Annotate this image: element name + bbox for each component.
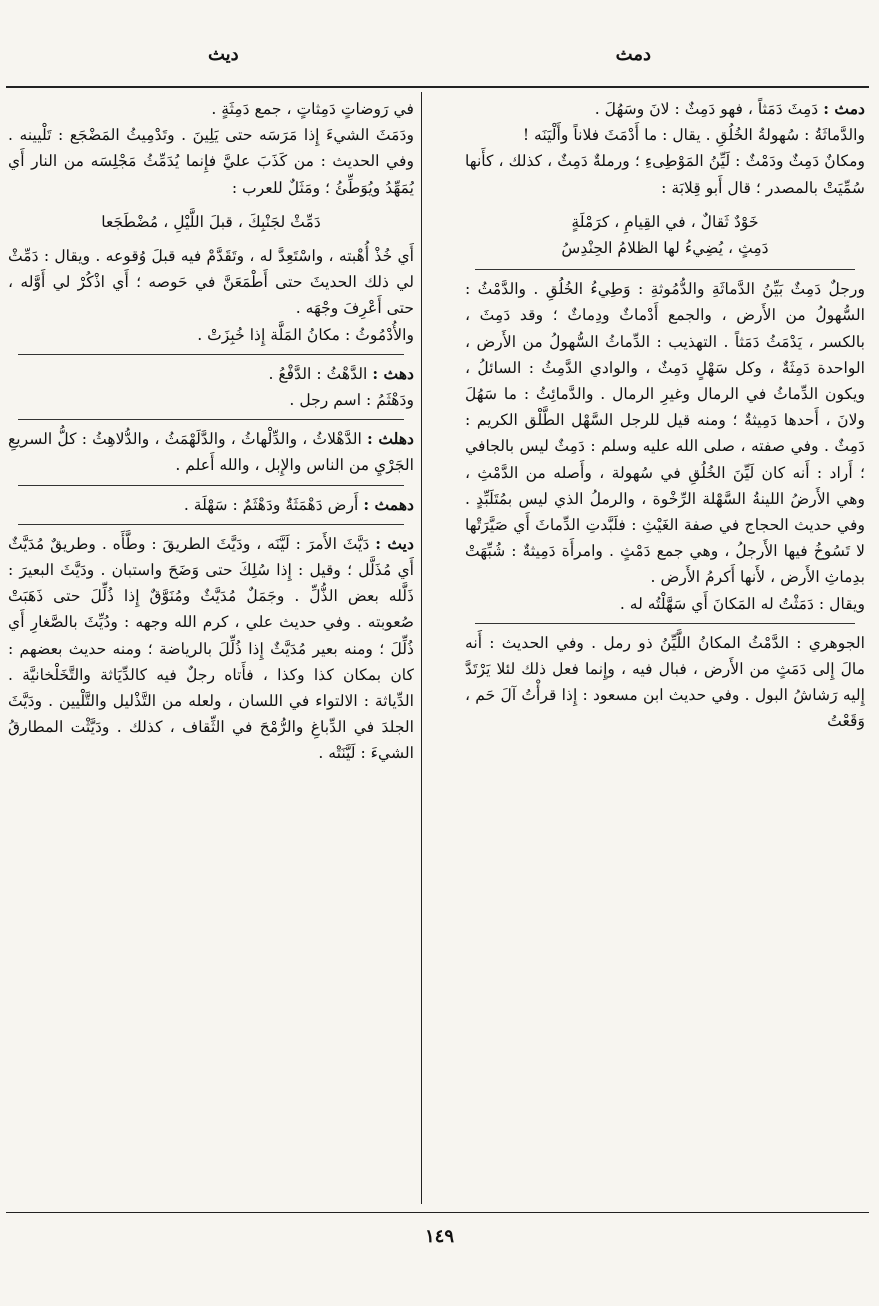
entry-text: ومكانٌ دَمِثٌ ودَمْثٌ : لَيِّنُ المَوْطِىءِ ؛ ورملةٌ دَمِثٌ ، كذلك ، كأَنها سُمِّيَتْ بالمصدر ؛ قال أَبو قِلابَة : xyxy=(465,152,865,197)
entry-text: ودَهْثَمُ : اسم رجل . xyxy=(289,391,414,410)
header-keyword-right: دمث xyxy=(615,44,651,65)
verse-line: دَمِثٍ ، يُضِيءُ لها الظلامُ الحِنْدِسُ xyxy=(561,239,769,258)
entry-paragraph xyxy=(465,276,865,590)
entry-text: أَرض دَهْمَثَةٌ ودَهْثَمٌ : سَهْلَة . xyxy=(183,495,364,514)
entry-text: ورجلٌ دَمِثٌ بَيِّنُ الدَّماثَةِ والدُّمُوثةِ : وَطِيءُ الخُلُقِ . والدَّمْثُ : السُّهولُ من الأَرض ، والجمع أَدْماثٌ ودِماثٌ ؛ وقد دَمِثَ ، بالكسر ، يَدْمَثُ دَمَثاً . التهذيب : الدِّماثُ السُّهولُ من الأَرض ، الواحدة دَمِثَةٌ ، وكل سَهْلٍ دَمِثٌ ، والوادي الدَّمِثُ : السائلُ ، ويكون الدِّماثُ في الرمال وغيرِ الرمال . والدَّمائِثُ : ما سَهُلَ ولانَ ، أَحدها دَمِيثةٌ ؛ ومنه قيل للرجل السَّهْل الطَّلْق الكريم : دَمِثٌ . وفي صفته ، صلى الله عليه وسلم : دَمِثٌ ليس بالجافي ؛ أَراد : أَنه كان لَيِّنَ الخُلُقِ في سُهولة ، وأَصله من الدَّمْثِ ، وهي الأَرضُ اللينةُ السَّهْلة الرِّخْوة ، والرملُ الذي ليس بمُتَلَبِّدٍ . وفي حديث الحجاج في صفة الغَيْثِ : فلَبَّدتِ الدِّماثَ أَي صَيَّرَتْها لا تَسُوخُ فيها الأَرجلُ ، وهي جمع دَمْثٍ . وامرأَة دَمِيثةٌ : شُبِّهَتْ بدِماثِ الأَرض ، لأَنها أَكرمُ الأَرض . xyxy=(465,280,865,587)
dictionary-entry xyxy=(8,361,414,387)
entry-separator xyxy=(475,623,855,624)
entry-paragraph xyxy=(8,96,414,122)
entry-separator xyxy=(18,485,404,486)
verse-line: خَوْدٌ ثَقالٌ ، في القِيامِ ، كرَمْلَةٍ xyxy=(571,212,759,231)
entry-separator xyxy=(18,354,404,355)
entry-text: دَيَّثَ الأَمرَ : لَيَّنَه ، ودَيَّثَ الطريقَ : وطَّأَه . وطريقٌ مُدَيَّثٌ أَي مُذَلَّل ؛ وقيل : إِذا سُلِكَ حتى وَضَحَ واستبان . ودَيَّثَ البعيرَ : ذَلَّله بعض الذُّلِّ . وجَمَلٌ مُدَيَّثٌ ومُنَوَّقٌ إِذا ذُلِّلَ حتى ذَهَبَتْ صُعوبته . وفي حديث علي ، كرم الله وجهه : ودُيِّثَ بالصَّغارِ أَي ذُلِّلَ ؛ ومنه بعير مُدَيَّثٌ إِذا ذُلِّلَ بالرياضة ؛ ومنه حديث بعضهم : كان بمكان كذا وكذا ، فأَتاه رجلٌ فيه كالدِّيَاثة والتَّخَلْخانيَّة . الدِّياثة : الالتواء في اللسان ، ولعله من التَّذْليل والتَّلْيين . ودَيَّثَ الجلدَ في الدِّباغِ والرُّمْحَ في الثِّقاف ، كذلك . ودَيَّثْت المطارقُ الشيءَ : لَيَّنَتْه . xyxy=(8,534,414,763)
entry-separator xyxy=(18,419,404,420)
dictionary-entry xyxy=(8,492,414,518)
entry-text: في رَوضاتٍ دَمِثاتٍ ، جمع دَمِثَةٍ . xyxy=(211,100,414,118)
headword: دهلث : xyxy=(367,429,414,449)
header-keyword-left: ديث xyxy=(208,44,239,65)
entry-paragraph xyxy=(465,591,865,617)
entry-paragraph xyxy=(8,322,414,348)
left-column xyxy=(8,96,414,1206)
poetry-verse xyxy=(465,209,865,261)
page-number: ١٤٩ xyxy=(424,1226,454,1247)
entry-text: الدَّهْثُ : الدَّفْعُ . xyxy=(268,364,373,383)
entry-text: ويقال : دَمَثْتُ له المَكانَ أَي سَهَّلْتُه له . xyxy=(619,594,865,613)
dictionary-entry xyxy=(8,531,414,767)
column-divider xyxy=(421,92,422,1204)
poetry-verse xyxy=(8,209,414,235)
entry-text: أَي خُذْ أُهْبته ، واسْتَعِدَّ له ، وتَقَدَّمْ فيه قبلَ وُقوعه . ويقال : دَمِّثْ لي ذلك الحديثَ حتى أَطْمَعَنَّ في حَوصه ؛ أَي اذْكُرْ لي أَوَّله ، حتى أَعْرِفَ وجْهَه . xyxy=(8,247,414,318)
entry-paragraph xyxy=(8,387,414,413)
entry-text: دَمِثَ دَمَثاً ، فهو دَمِثٌ : لانَ وسَهُلَ . xyxy=(594,100,824,118)
right-column xyxy=(465,96,865,1206)
headword: دهمث : xyxy=(363,494,414,514)
entry-text: الجوهري : الدَّمْثُ المكانُ اللَّيِّنُ ذو رمل . وفي الحديث : أَنه مالَ إِلى دَمَثٍ من الأَرض ، فبال فيه ، وإِنما فعل ذلك لئلا يَرْتَدَّ إِليه رَشاشُ البول . وفي حديث ابن مسعود : إِذا قرأْتُ آلَ حَم ، وَقَعْتُ xyxy=(465,633,865,731)
headword: ديث : xyxy=(375,533,414,553)
entry-separator xyxy=(18,524,404,525)
entry-paragraph xyxy=(465,630,865,735)
entry-paragraph xyxy=(465,122,865,148)
entry-paragraph xyxy=(8,122,414,201)
headword: دهث : xyxy=(372,363,414,383)
entry-separator xyxy=(475,269,855,270)
verse-line: دَمِّثْ لجَنْبِكَ ، قبلَ اللَّيْلِ ، مُضْطَجَعا xyxy=(101,212,321,231)
entry-text: ودَمَثَ الشيءَ إِذا مَرَسَه حتى يَلِينَ . وتَدْمِيثُ المَضْجَع : تَلْيينه . وفي الحديث : من كَذَبَ عليَّ فإِنما يُدَمِّثُ مَجْلِسَه من النار أَي يُمَهِّدُ ويُوَطِّئُ ؛ ومَثَلٌ للعرب : xyxy=(8,126,414,197)
entry-paragraph xyxy=(465,148,865,200)
entry-paragraph xyxy=(8,243,414,322)
top-rule xyxy=(6,86,869,88)
entry-text: الدَّهْلاثُ ، والدِّلْهاثُ ، والدَّلَهْمَثُ ، والدُّلاهِثُ : كلُّ السريعِ الجَرْيِ من الناس والإِبل ، والله أَعلم . xyxy=(8,430,414,475)
dictionary-entry xyxy=(8,426,414,478)
headword: دمث : xyxy=(823,99,865,118)
entry-text: والأُدْمُوثُ : مكانُ المَلَّة إِذا خُبِزَتْ . xyxy=(197,325,414,344)
entry-text: والدَّماثَةُ : سُهولةُ الخُلُقِ . يقال : ما أَدْمَثَ فلاناً وأَلْيَنَه ! xyxy=(522,126,865,145)
dictionary-entry xyxy=(465,96,865,122)
bottom-rule xyxy=(6,1212,869,1213)
